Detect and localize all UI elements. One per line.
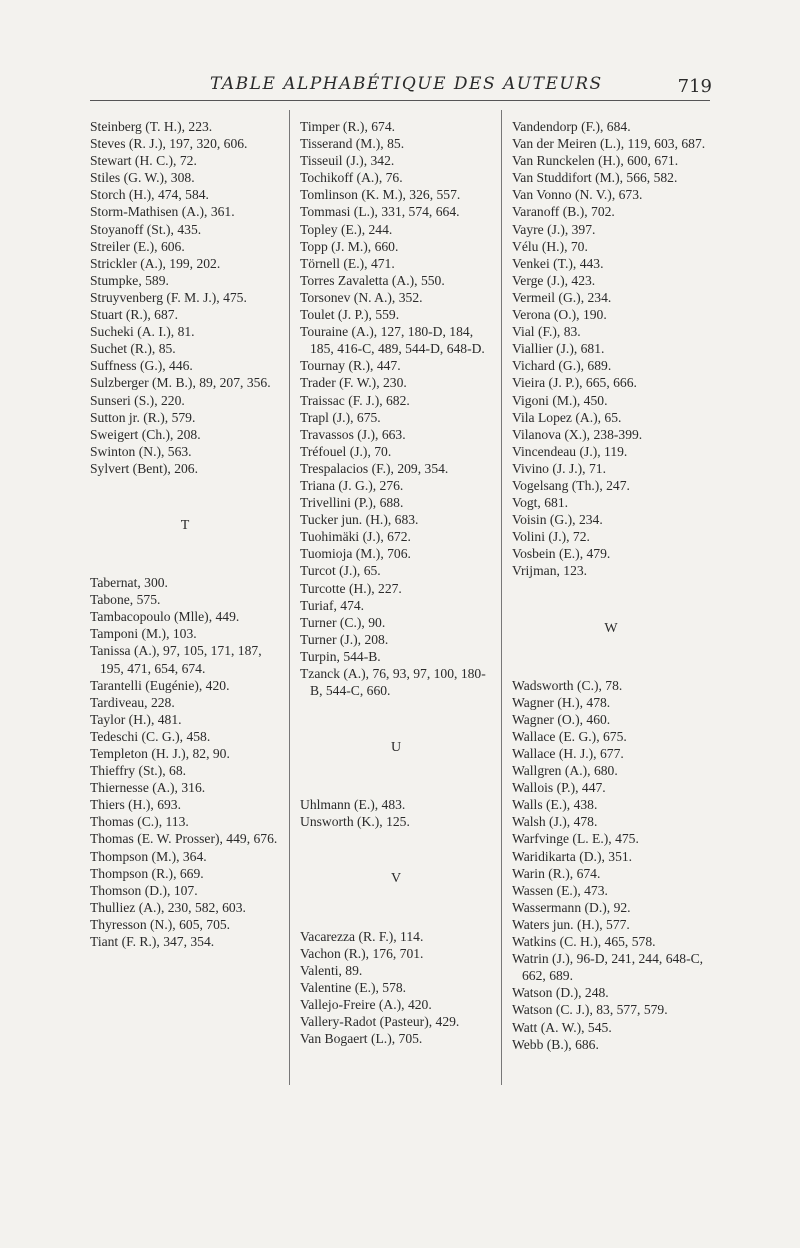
index-entry: Wallgren (A.), 680.	[512, 763, 618, 779]
index-entry: Vayre (J.), 397.	[512, 221, 596, 237]
index-entry: Van der Meiren (L.), 119, 603, 687.	[512, 136, 706, 152]
page-number: 719	[677, 76, 712, 97]
index-entry: Sulzberger (M. B.), 89, 207, 356.	[90, 375, 271, 391]
index-entry: Voisin (G.), 234.	[512, 512, 603, 528]
index-entry: Venkei (T.), 443.	[512, 255, 604, 271]
index-entry: Vallery-Radot (Pasteur), 429.	[300, 1014, 460, 1030]
index-entry: Vogt, 681.	[512, 495, 569, 511]
index-entry: Stewart (H. C.), 72.	[90, 153, 197, 169]
index-entry: Vieira (J. P.), 665, 666.	[512, 375, 637, 391]
index-entry: Steves (R. J.), 197, 320, 606.	[90, 136, 248, 152]
section-letter: U	[390, 740, 402, 756]
page-title: TABLE ALPHABÉTIQUE DES AUTEURS	[210, 74, 603, 94]
index-entry: Tournay (R.), 447.	[300, 358, 401, 374]
index-entry: Topp (J. M.), 660.	[300, 238, 399, 254]
index-entry: Trespalacios (F.), 209, 354.	[300, 460, 449, 476]
index-entry: Vallejo-Freire (A.), 420.	[300, 996, 432, 1012]
index-entry: Wallace (H. J.), 677.	[512, 746, 624, 761]
index-entry: Warin (R.), 674.	[512, 865, 601, 881]
index-entry: Tzanck (A.), 76, 93, 97, 100, 180-B, 544-C, 660.	[300, 666, 486, 699]
index-entry: Thompson (R.), 669.	[90, 865, 204, 881]
index-entry: Stoyanoff (St.), 435.	[90, 221, 202, 237]
index-entry: Verona (O.), 190.	[512, 307, 607, 323]
index-entry: Van Bogaert (L.), 705.	[300, 1031, 423, 1047]
index-entry: Tuomioja (M.), 706.	[300, 546, 411, 562]
index-entry: Sweigert (Ch.), 208.	[90, 426, 201, 442]
index-entry: Walsh (J.), 478.	[512, 814, 598, 830]
index-entry: Storch (H.), 474, 584.	[90, 187, 209, 203]
index-entry: Travassos (J.), 663.	[300, 426, 406, 442]
index-entry: Vivino (J. J.), 71.	[512, 460, 606, 476]
index-entry: Turner (C.), 90.	[300, 614, 386, 630]
index-entry: Tisserand (M.), 85.	[300, 136, 405, 152]
index-entry: Viallier (J.), 681.	[512, 341, 605, 357]
index-entry: Uhlmann (E.), 483.	[300, 797, 406, 813]
index-entry: Stiles (G. W.), 308.	[90, 170, 195, 186]
index-entry: Vogelsang (Th.), 247.	[512, 477, 630, 493]
index-entry: Strickler (A.), 199, 202.	[90, 255, 221, 271]
index-entry: Wallois (P.), 447.	[512, 780, 606, 796]
index-entry: Vila Lopez (A.), 65.	[512, 409, 622, 425]
index-entry: Touraine (A.), 127, 180-D, 184, 185, 416-C, 489, 544-D, 648-D.	[300, 324, 485, 357]
index-entry: Torres Zavaletta (A.), 550.	[300, 272, 445, 288]
index-entry: Vosbein (E.), 479.	[512, 546, 611, 562]
index-entry: Wassen (E.), 473.	[512, 882, 608, 898]
index-entry: Thompson (M.), 364.	[90, 848, 207, 864]
index-entry: Valentine (E.), 578.	[300, 979, 407, 995]
index-entry: Thomas (C.), 113.	[90, 814, 189, 830]
index-entry: Turner (J.), 208.	[300, 631, 389, 647]
section-letter: W	[604, 620, 618, 636]
index-entry: Tardiveau, 228.	[90, 694, 175, 710]
index-entry: Vermeil (G.), 234.	[512, 289, 612, 305]
index-column-2	[300, 118, 492, 1047]
index-entry: Topley (E.), 244.	[300, 221, 393, 237]
index-entry: Wagner (H.), 478.	[512, 694, 611, 710]
index-entry: Tambacopoulo (Mlle), 449.	[90, 609, 240, 625]
column-divider	[289, 110, 290, 1085]
index-entry: Watson (C. J.), 83, 577, 579.	[512, 1002, 668, 1018]
index-entry: Streiler (E.), 606.	[90, 238, 185, 254]
index-entry: Vrijman, 123.	[512, 563, 588, 579]
index-entry: Tuohimäki (J.), 672.	[300, 529, 411, 545]
index-entry: Suffness (G.), 446.	[90, 358, 193, 374]
index-entry: Storm-Mathisen (A.), 361.	[90, 204, 235, 220]
index-entry: Sylvert (Bent), 206.	[90, 460, 198, 476]
index-entry: Turpin, 544-B.	[300, 648, 381, 664]
index-column-1	[90, 118, 280, 950]
index-entry: Wagner (O.), 460.	[512, 711, 611, 727]
index-entry: Timper (R.), 674.	[300, 119, 396, 134]
index-entry: Torsonev (N. A.), 352.	[300, 289, 423, 305]
section-letter: T	[180, 517, 190, 533]
index-entry: Van Vonno (N. V.), 673.	[512, 187, 643, 203]
index-entry: Volini (J.), 72.	[512, 529, 590, 545]
index-entry: Triana (J. G.), 276.	[300, 477, 404, 493]
index-entry: Törnell (E.), 471.	[300, 255, 395, 271]
index-entry: Trapl (J.), 675.	[300, 409, 381, 425]
header-rule	[90, 100, 710, 101]
index-entry: Struyvenberg (F. M. J.), 475.	[90, 289, 247, 305]
index-entry: Sutton jr. (R.), 579.	[90, 409, 196, 425]
index-entry: Turcot (J.), 65.	[300, 563, 381, 579]
index-entry: Tommasi (L.), 331, 574, 664.	[300, 204, 460, 220]
index-entry: Trivellini (P.), 688.	[300, 495, 404, 511]
index-entry: Thyresson (N.), 605, 705.	[90, 916, 231, 932]
section-letter: V	[390, 871, 402, 887]
index-entry: Taylor (H.), 481.	[90, 711, 182, 727]
index-entry: Vigoni (M.), 450.	[512, 392, 608, 408]
index-entry: Trader (F. W.), 230.	[300, 375, 407, 391]
index-column-3	[512, 118, 710, 1053]
index-entry: Tanissa (A.), 97, 105, 171, 187, 195, 471, 654, 674.	[90, 643, 262, 676]
index-entry: Suchet (R.), 85.	[90, 341, 176, 357]
index-entry: Van Runckelen (H.), 600, 671.	[512, 153, 679, 169]
index-entry: Sucheki (A. I.), 81.	[90, 324, 195, 340]
column-divider	[501, 110, 502, 1085]
index-entry: Sunseri (S.), 220.	[90, 392, 185, 408]
index-entry: Thiernesse (A.), 316.	[90, 780, 206, 796]
index-entry: Tochikoff (A.), 76.	[300, 170, 403, 186]
index-entry: Watkins (C. H.), 465, 578.	[512, 934, 656, 950]
index-entry: Tisseuil (J.), 342.	[300, 153, 395, 169]
index-entry: Tabone, 575.	[90, 592, 161, 608]
index-entry: Tarantelli (Eugénie), 420.	[90, 677, 230, 693]
index-entry: Steinberg (T. H.), 223.	[90, 119, 213, 134]
index-entry: Walls (E.), 438.	[512, 797, 598, 813]
index-entry: Vichard (G.), 689.	[512, 358, 612, 374]
index-entry: Vélu (H.), 70.	[512, 238, 588, 254]
index-entry: Vial (F.), 83.	[512, 324, 581, 340]
index-entry: Turiaf, 474.	[300, 597, 365, 613]
index-entry: Webb (B.), 686.	[512, 1036, 599, 1052]
index-entry: Thomson (D.), 107.	[90, 882, 198, 898]
index-entry: Toulet (J. P.), 559.	[300, 307, 400, 323]
index-entry: Waters jun. (H.), 577.	[512, 916, 630, 932]
index-entry: Varanoff (B.), 702.	[512, 204, 615, 220]
index-entry: Vilanova (X.), 238-399.	[512, 426, 643, 442]
index-entry: Traissac (F. J.), 682.	[300, 392, 410, 408]
index-entry: Tamponi (M.), 103.	[90, 626, 197, 642]
index-entry: Watt (A. W.), 545.	[512, 1019, 612, 1035]
index-entry: Tréfouel (J.), 70.	[300, 443, 392, 459]
index-entry: Van Studdifort (M.), 566, 582.	[512, 170, 678, 186]
index-entry: Verge (J.), 423.	[512, 272, 596, 288]
index-entry: Wallace (E. G.), 675.	[512, 728, 627, 744]
index-entry: Thieffry (St.), 68.	[90, 763, 187, 779]
index-entry: Vachon (R.), 176, 701.	[300, 945, 424, 961]
index-entry: Waridikarta (D.), 351.	[512, 848, 633, 864]
index-entry: Templeton (H. J.), 82, 90.	[90, 746, 230, 761]
index-entry: Turcotte (H.), 227.	[300, 580, 402, 596]
index-entry: Swinton (N.), 563.	[90, 443, 192, 459]
index-entry: Valenti, 89.	[300, 962, 363, 978]
index-entry: Vandendorp (F.), 684.	[512, 119, 631, 134]
index-entry: Tedeschi (C. G.), 458.	[90, 728, 211, 744]
index-entry: Tomlinson (K. M.), 326, 557.	[300, 187, 461, 203]
index-entry: Thomas (E. W. Prosser), 449, 676.	[90, 831, 278, 847]
index-entry: Wadsworth (C.), 78.	[512, 677, 623, 693]
index-entry: Vincendeau (J.), 119.	[512, 443, 628, 459]
page-header	[90, 72, 710, 102]
index-entry: Warfvinge (L. E.), 475.	[512, 831, 639, 847]
index-entry: Tiant (F. R.), 347, 354.	[90, 934, 215, 950]
index-entry: Thulliez (A.), 230, 582, 603.	[90, 899, 246, 915]
index-entry: Thiers (H.), 693.	[90, 797, 181, 813]
index-entry: Watson (D.), 248.	[512, 985, 609, 1001]
index-entry: Tucker jun. (H.), 683.	[300, 512, 419, 528]
index-entry: Wassermann (D.), 92.	[512, 899, 631, 915]
index-entry: Stumpke, 589.	[90, 272, 169, 288]
index-entry: Stuart (R.), 687.	[90, 307, 178, 323]
index-entry: Unsworth (K.), 125.	[300, 814, 410, 830]
index-entry: Tabernat, 300.	[90, 575, 168, 591]
index-entry: Watrin (J.), 96-D, 241, 244, 648-C, 662, 689.	[512, 951, 704, 984]
index-entry: Vacarezza (R. F.), 114.	[300, 928, 424, 944]
